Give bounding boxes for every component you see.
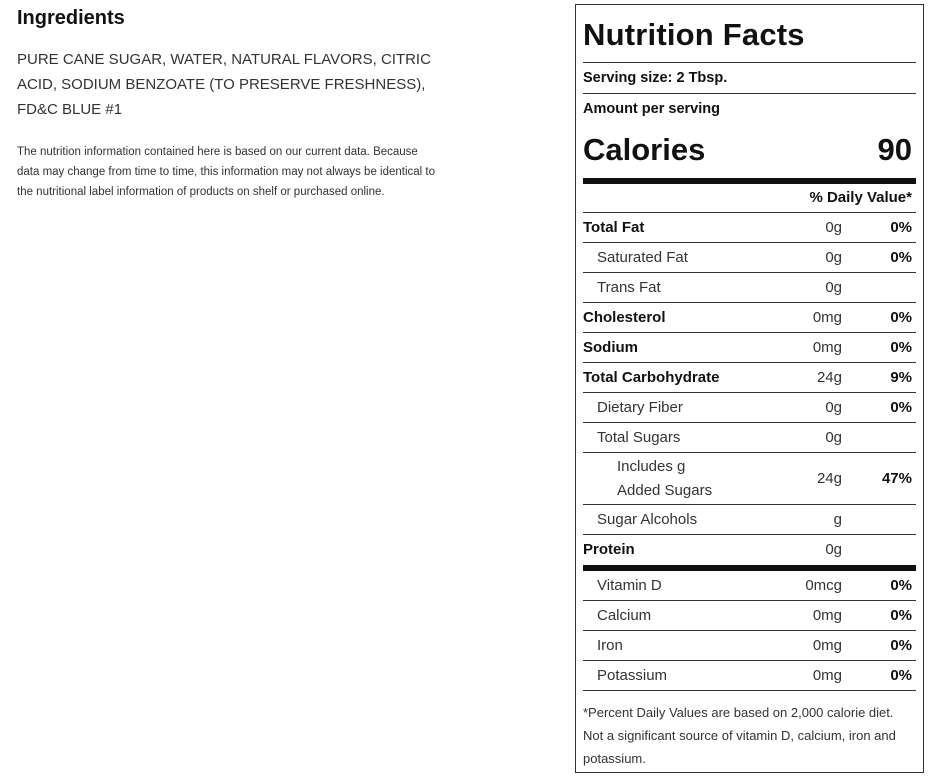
vitamin-name: Potassium — [597, 667, 668, 684]
nutrient-amount: 0g — [825, 541, 842, 558]
vitamin-daily-value: 0% — [890, 577, 912, 594]
vitamin-row-calcium — [583, 600, 916, 630]
vitamin-amount: 0mg — [812, 607, 842, 624]
nutrient-daily-value: 9% — [890, 369, 912, 386]
vitamin-row-potassium — [583, 660, 916, 690]
nutrient-amount: 0g — [825, 399, 842, 416]
nutrient-name: Sodium — [583, 339, 638, 356]
vitamin-name: Calcium — [597, 607, 652, 624]
calories-value: 90 — [877, 132, 912, 167]
vitamin-amount: 0mg — [812, 667, 842, 684]
nutrient-row-trans-fat — [583, 272, 916, 302]
nutrient-daily-value: 0% — [890, 399, 912, 416]
daily-value-footnote: *Percent Daily Values are based on 2,000 calorie diet. Not a significant source of vitamin D, calcium, iron and potassium. — [583, 705, 896, 766]
vitamin-daily-value: 0% — [890, 607, 912, 624]
nutrient-amount: 24g — [816, 369, 842, 386]
nutrient-row-cholesterol — [583, 302, 916, 332]
vitamin-name: Iron — [597, 637, 623, 654]
nutrient-row-total-fat — [583, 212, 916, 242]
nutrient-daily-value: 0% — [890, 219, 912, 236]
nutrient-name: Includes g Added Sugars — [617, 457, 713, 499]
nutrient-daily-value: 0% — [890, 339, 912, 356]
nutrient-amount: g — [833, 511, 842, 528]
nutrient-daily-value: 0% — [890, 309, 912, 326]
nutrient-name: Cholesterol — [583, 309, 666, 326]
vitamin-amount: 0mcg — [805, 577, 842, 594]
nutrient-name: Dietary Fiber — [597, 399, 683, 416]
calories-label: Calories — [583, 132, 706, 167]
nutrient-row-dietary-fiber — [583, 392, 916, 422]
nutrient-amount: 24g — [816, 470, 842, 487]
nutrient-name: Total Carbohydrate — [583, 369, 720, 386]
nutrient-row-total-carbohydrate — [583, 362, 916, 392]
nutrient-name: Total Sugars — [597, 429, 681, 446]
vitamin-name: Vitamin D — [597, 577, 662, 594]
nutrient-name: Protein — [583, 541, 635, 558]
nutrient-amount: 0mg — [812, 339, 842, 356]
nutrient-row-sugar-alcohols — [583, 504, 916, 534]
nutrient-name: Saturated Fat — [597, 249, 688, 266]
vitamin-row-iron — [583, 630, 916, 660]
vitamin-daily-value: 0% — [890, 667, 912, 684]
vitamin-daily-value: 0% — [890, 637, 912, 654]
nutrient-row-total-sugars — [583, 422, 916, 452]
nutrient-daily-value: 0% — [890, 249, 912, 266]
ingredients-list: PURE CANE SUGAR, WATER, NATURAL FLAVORS, CITRIC ACID, SODIUM BENZOATE (TO PRESERVE FRESHNESS), FD&C BLUE #1 — [17, 51, 431, 118]
calories-row — [583, 124, 916, 178]
nutrient-amount: 0g — [825, 429, 842, 446]
nutrient-name: Trans Fat — [597, 279, 661, 296]
ingredients-section — [17, 6, 437, 202]
nutrient-daily-value: 47% — [881, 470, 912, 487]
nutrient-name: Total Fat — [583, 219, 645, 236]
nutrition-facts-title: Nutrition Facts — [583, 17, 805, 52]
nutrient-name: Sugar Alcohols — [597, 511, 698, 528]
vitamin-row-vitamin-d — [583, 571, 916, 600]
nutrient-row-saturated-fat — [583, 242, 916, 272]
nutrient-row-protein — [583, 534, 916, 564]
serving-size: Serving size: 2 Tbsp. — [583, 70, 728, 86]
nutrition-disclaimer: The nutrition information contained here is based on our current data. Because data may change from time to time, this information may not always be identical to the nutritional label information of products on shelf or purchased online. — [17, 146, 436, 198]
ingredients-title: Ingredients — [17, 7, 125, 29]
nutrient-row-added-sugars — [583, 452, 916, 504]
nutrient-amount: 0g — [825, 279, 842, 296]
divider — [583, 690, 916, 691]
nutrient-amount: 0g — [825, 219, 842, 236]
amount-per-serving: Amount per serving — [583, 101, 720, 117]
nutrient-amount: 0g — [825, 249, 842, 266]
daily-value-header: % Daily Value* — [809, 189, 912, 206]
nutrient-row-sodium — [583, 332, 916, 362]
nutrient-amount: 0mg — [812, 309, 842, 326]
nutrition-facts-panel — [575, 4, 924, 773]
vitamin-amount: 0mg — [812, 637, 842, 654]
